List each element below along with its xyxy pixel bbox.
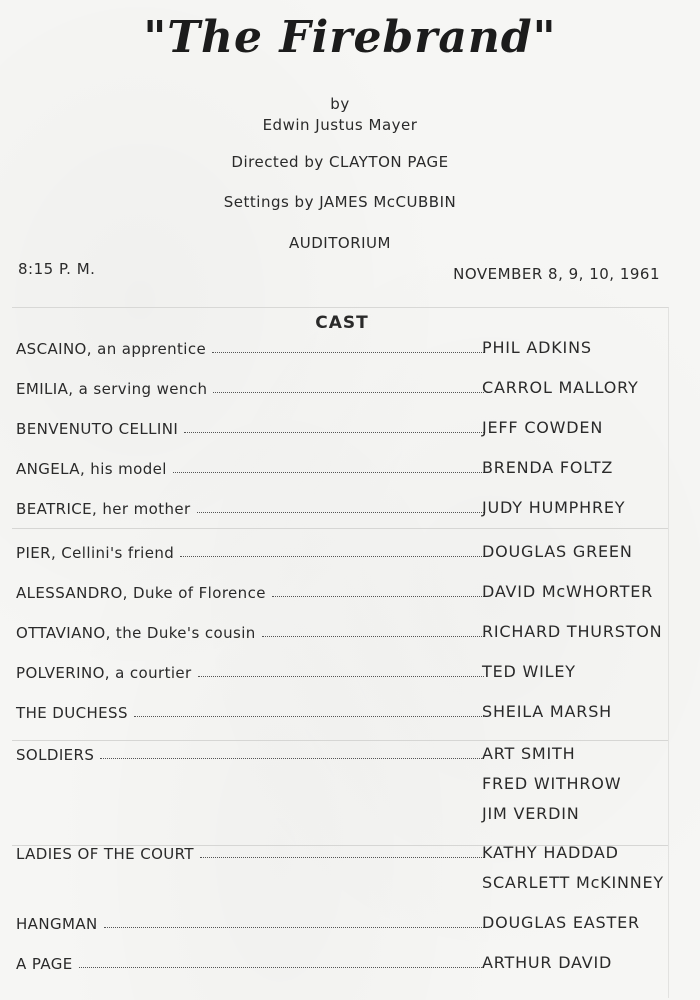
role-name: OTTAVIANO, the Duke's cousin	[16, 624, 256, 642]
cast-row	[16, 841, 484, 863]
dot-leader	[272, 596, 484, 597]
cast-heading: CAST	[315, 313, 369, 333]
cast-row	[16, 580, 484, 602]
actor-name: KATHY HADDAD	[482, 843, 619, 862]
role-name: BEATRICE, her mother	[16, 500, 191, 518]
dot-leader	[104, 927, 484, 928]
dot-leader	[200, 857, 484, 858]
role-name: POLVERINO, a courtier	[16, 664, 192, 682]
cast-row	[16, 951, 484, 973]
actor-name: SHEILA MARSH	[482, 702, 612, 721]
dot-leader	[79, 967, 484, 968]
dot-leader	[173, 472, 484, 473]
role-name: SOLDIERS	[16, 746, 95, 764]
dot-leader	[184, 432, 484, 433]
venue: AUDITORIUM	[289, 234, 391, 252]
role-name: PIER, Cellini's friend	[16, 544, 175, 562]
dot-leader	[213, 392, 484, 393]
play-title: "The Firebrand"	[143, 12, 557, 63]
dot-leader	[197, 512, 484, 513]
director-credit: Directed by CLAYTON PAGE	[231, 153, 449, 171]
cast-row	[16, 416, 484, 438]
actor-name: TED WILEY	[482, 662, 576, 681]
role-name: THE DUCHESS	[16, 704, 128, 722]
cast-row	[16, 700, 484, 722]
by-label: by	[330, 95, 350, 113]
actor-name: FRED WITHROW	[482, 774, 622, 793]
actor-name: BRENDA FOLTZ	[482, 458, 614, 477]
role-name: BENVENUTO CELLINI	[16, 420, 179, 438]
cast-row	[16, 540, 484, 562]
dot-leader	[100, 758, 484, 759]
section-divider	[12, 740, 668, 741]
actor-name: RICHARD THURSTON	[482, 622, 663, 641]
actor-name: SCARLETT McKINNEY	[482, 873, 664, 892]
show-time: 8:15 P. M.	[18, 260, 96, 278]
role-name: ASCAINO, an apprentice	[16, 340, 207, 358]
dot-leader	[180, 556, 484, 557]
dot-leader	[212, 352, 484, 353]
cast-row	[16, 376, 484, 398]
cast-row	[16, 456, 484, 478]
actor-name: ART SMITH	[482, 744, 576, 763]
actor-name: JEFF COWDEN	[482, 418, 604, 437]
actor-name: DAVID McWHORTER	[482, 582, 654, 601]
role-name: EMILIA, a serving wench	[16, 380, 208, 398]
role-name: A PAGE	[16, 955, 73, 973]
actor-name: DOUGLAS EASTER	[482, 913, 640, 932]
cast-row	[16, 496, 484, 518]
cast-row	[16, 620, 484, 642]
actor-name: CARROL MALLORY	[482, 378, 639, 397]
cast-row	[16, 660, 484, 682]
cast-row	[16, 742, 484, 764]
dot-leader	[134, 716, 484, 717]
dot-leader	[262, 636, 484, 637]
role-name: ANGELA, his model	[16, 460, 167, 478]
cast-row	[16, 336, 484, 358]
show-dates: NOVEMBER 8, 9, 10, 1961	[453, 265, 660, 283]
actor-name: JUDY HUMPHREY	[482, 498, 626, 517]
cast-section	[12, 307, 669, 998]
actor-name: ARTHUR DAVID	[482, 953, 613, 972]
actor-name: DOUGLAS GREEN	[482, 542, 633, 561]
cast-row	[16, 911, 484, 933]
author-name: Edwin Justus Mayer	[262, 116, 418, 134]
section-divider	[12, 528, 668, 529]
actor-name: PHIL ADKINS	[482, 338, 592, 357]
role-name: ALESSANDRO, Duke of Florence	[16, 584, 266, 602]
role-name: LADIES OF THE COURT	[16, 845, 194, 863]
role-name: HANGMAN	[16, 915, 98, 933]
actor-name: JIM VERDIN	[482, 804, 580, 823]
dot-leader	[198, 676, 484, 677]
settings-credit: Settings by JAMES McCUBBIN	[223, 193, 457, 211]
